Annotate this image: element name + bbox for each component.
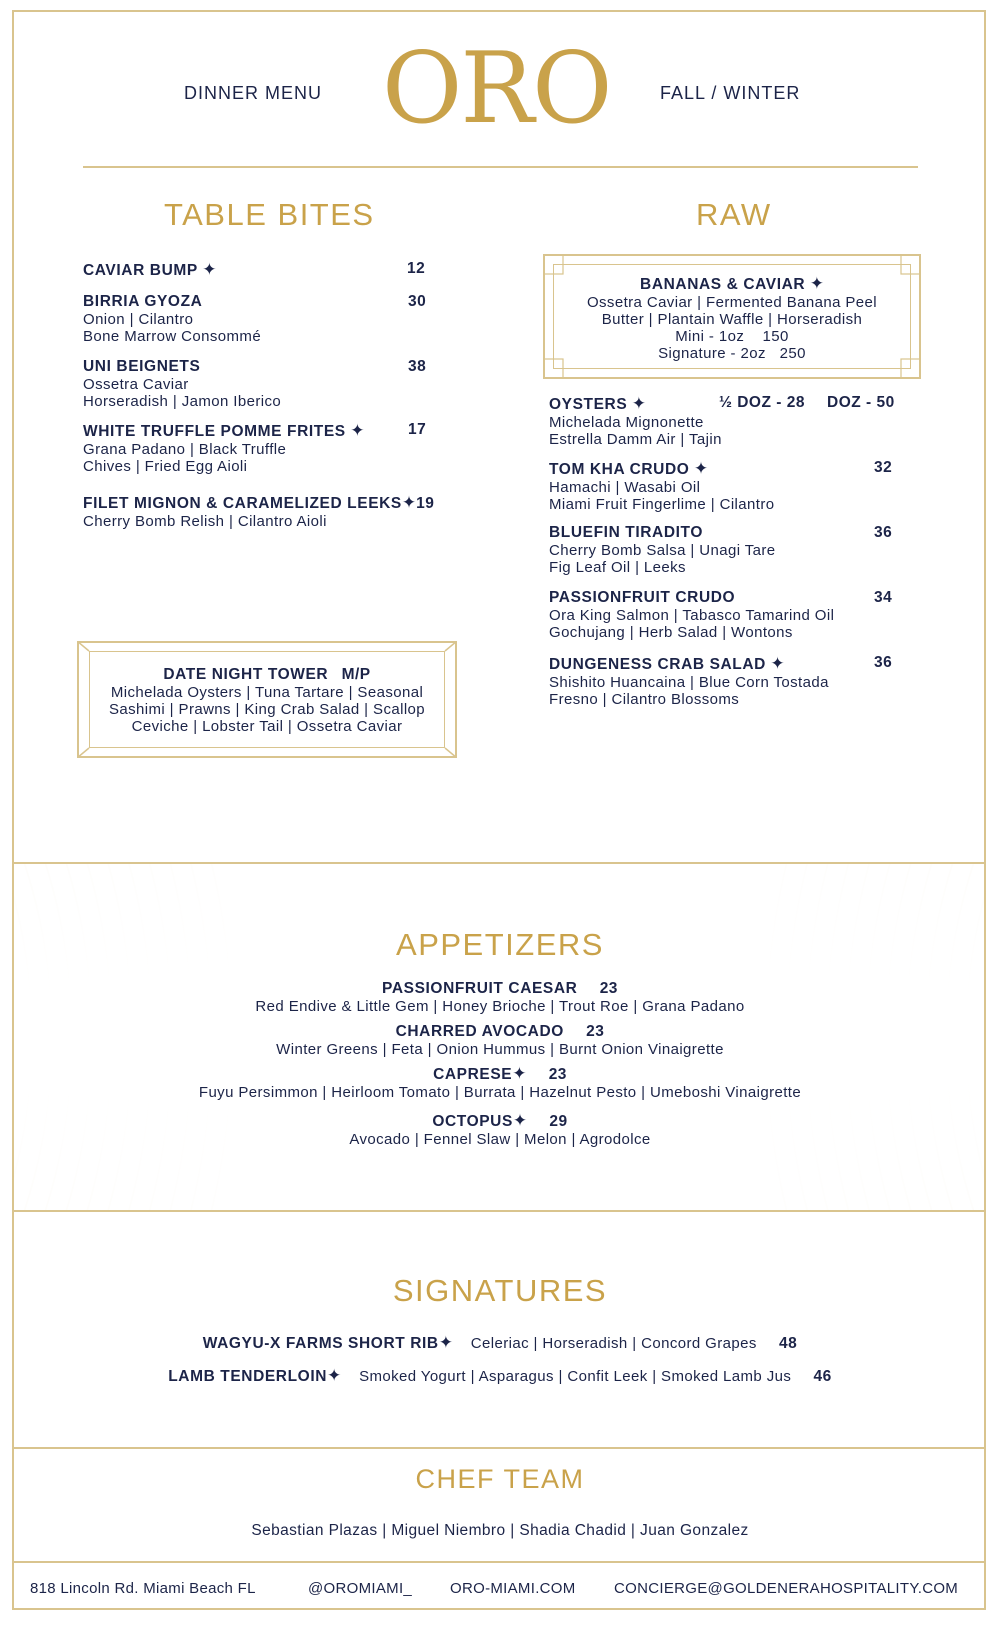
item-desc: Miami Fruit Fingerlime | Cilantro [549,496,775,513]
signature-label: Signature - 2oz [658,345,766,362]
item-desc: Horseradish | Jamon Iberico [83,393,282,410]
item-desc: Michelada Mignonette [549,414,704,431]
footer-divider [12,1561,986,1563]
menu-item [549,654,909,708]
item-name: WAGYU-X FARMS SHORT RIB [202,1335,439,1352]
feature-name: BANANAS & CAVIAR [640,276,806,293]
mini-label: Mini - 1oz [675,328,745,345]
item-price: 34 [874,589,893,606]
signature-item [0,1333,1000,1353]
item-name: CAVIAR BUMP [83,262,198,279]
menu-item [83,358,433,410]
tower-name: DATE NIGHT TOWER [163,666,329,683]
appetizer-item [0,1064,1000,1101]
star-icon: ✦ [350,421,365,440]
item-desc: Fresno | Cilantro Blossoms [549,691,740,708]
item-desc: Grana Padano | Black Truffle [83,441,287,458]
item-desc: Gochujang | Herb Salad | Wontons [549,624,793,641]
item-desc: Sashimi | Prawns | King Crab Salad | Scallop [108,701,426,718]
star-icon: ✦ [438,1333,453,1352]
chef-team-title: CHEF TEAM [415,1464,585,1494]
item-name: BLUEFIN TIRADITO [549,524,703,541]
item-desc: Hamachi | Wasabi Oil [549,479,701,496]
item-price: 19 [416,495,435,512]
item-price: 23 [548,1066,567,1083]
item-desc: Celeriac | Horseradish | Concord Grapes [470,1335,757,1352]
item-name: UNI BEIGNETS [83,358,201,375]
item-desc: Red Endive & Little Gem | Honey Brioche | Trout Roe | Grana Padano [255,998,745,1015]
item-name: PASSIONFRUIT CAESAR [382,980,578,997]
item-price: 36 [874,654,893,671]
item-price: 17 [408,421,427,438]
item-desc: Cherry Bomb Salsa | Unagi Tare [549,542,776,559]
item-price: 38 [408,358,427,375]
item-desc: Winter Greens | Feta | Onion Hummus | Burnt Onion Vinaigrette [276,1041,724,1058]
menu-item [549,459,909,513]
footer-email-link[interactable]: CONCIERGE@GOLDENERAHOSPITALITY.COM [614,1580,959,1597]
appetizer-item [0,1111,1000,1148]
star-icon: ✦ [631,394,646,413]
star-icon: ✦ [693,459,709,478]
item-name: OCTOPUS [432,1113,513,1130]
oro-logo: ORO [382,32,611,146]
menu-item [83,421,433,475]
item-desc: Shishito Huancaina | Blue Corn Tostada [549,674,829,691]
header-divider [83,166,918,168]
raw-title: RAW [696,197,772,232]
footer-address: 818 Lincoln Rd. Miami Beach FL [30,1580,256,1597]
footer-instagram-link[interactable]: @OROMIAMI_ [308,1580,413,1597]
item-price: 36 [874,524,893,541]
item-desc: Ossetra Caviar [83,376,189,393]
mini-price: 150 [762,328,789,345]
appetizers-title: APPETIZERS [396,927,604,962]
star-icon: ✦ [327,1366,342,1385]
item-desc: Onion | Cilantro [83,311,194,328]
item-desc: Michelada Oysters | Tuna Tartare | Seasonal [110,684,424,701]
item-name: TOM KHA CRUDO [549,461,690,478]
item-name: BIRRIA GYOZA [83,293,203,310]
item-name: CHARRED AVOCADO [395,1023,564,1040]
item-name: CAPRESE [433,1066,513,1083]
menu-item [83,260,433,280]
item-desc: Cherry Bomb Relish | Cilantro Aioli [83,513,327,530]
item-desc: Butter | Plantain Waffle | Horseradish [601,311,863,328]
chef-team-names: Sebastian Plazas | Miguel Niembro | Shadia Chadid | Juan Gonzalez [251,1522,749,1539]
star-icon: ✦ [401,493,417,512]
item-price: 32 [874,459,893,476]
star-icon: ✦ [809,274,824,293]
item-price: 30 [408,293,427,310]
item-desc: Bone Marrow Consommé [83,328,262,345]
menu-item [83,493,443,530]
appetizer-item [0,1021,1000,1058]
item-name: FILET MIGNON & CARAMELIZED LEEKS [83,495,402,512]
item-desc: Ceviche | Lobster Tail | Ossetra Caviar [131,718,403,735]
item-price: ½ DOZ - 28 [719,394,805,411]
item-desc: Ora King Salmon | Tabasco Tamarind Oil [549,607,835,624]
season-label: FALL / WINTER [660,83,801,103]
menu-item [549,589,909,641]
signature-item [0,1366,1000,1386]
dinner-menu-label: DINNER MENU [184,83,323,103]
appetizers-bottom-divider [12,1210,986,1212]
star-icon: ✦ [770,654,785,673]
date-night-tower [89,666,445,735]
appetizer-item [0,978,1000,1015]
item-desc: Estrella Damm Air | Tajin [549,431,722,448]
item-desc: Fig Leaf Oil | Leeks [549,559,686,576]
item-name: WHITE TRUFFLE POMME FRITES [83,423,346,440]
footer-website-link[interactable]: ORO-MIAMI.COM [450,1580,576,1597]
menu-item [549,524,909,576]
tower-price: M/P [341,666,371,683]
item-desc: Fuyu Persimmon | Heirloom Tomato | Burrata | Hazelnut Pesto | Umeboshi Vinaigrette [198,1084,802,1101]
item-name: PASSIONFRUIT CRUDO [549,589,736,606]
menu-item [83,293,433,345]
item-price: 12 [407,260,426,277]
item-desc: Chives | Fried Egg Aioli [83,458,248,475]
item-name: DUNGENESS CRAB SALAD [549,656,766,673]
item-desc: Avocado | Fennel Slaw | Melon | Agrodolce [349,1131,651,1148]
star-icon: ✦ [202,260,217,279]
star-icon: ✦ [512,1064,527,1083]
item-price-dozen: DOZ - 50 [827,394,895,411]
item-desc: Smoked Yogurt | Asparagus | Confit Leek | Smoked Lamb Jus [359,1368,792,1385]
item-price: 48 [779,1335,798,1352]
item-price: 29 [549,1113,568,1130]
item-name: LAMB TENDERLOIN [168,1368,328,1385]
item-price: 23 [599,980,618,997]
table-bites-title: TABLE BITES [164,197,375,232]
item-desc: Ossetra Caviar | Fermented Banana Peel [586,294,878,311]
item-name: OYSTERS [549,396,628,413]
signature-price: 250 [779,345,806,362]
bananas-caviar [553,274,911,362]
star-icon: ✦ [512,1111,528,1130]
item-price: 46 [813,1368,832,1385]
item-price: 23 [586,1023,605,1040]
menu-item [549,394,909,448]
chef-team-divider [12,1447,986,1449]
signatures-title: SIGNATURES [392,1273,608,1308]
